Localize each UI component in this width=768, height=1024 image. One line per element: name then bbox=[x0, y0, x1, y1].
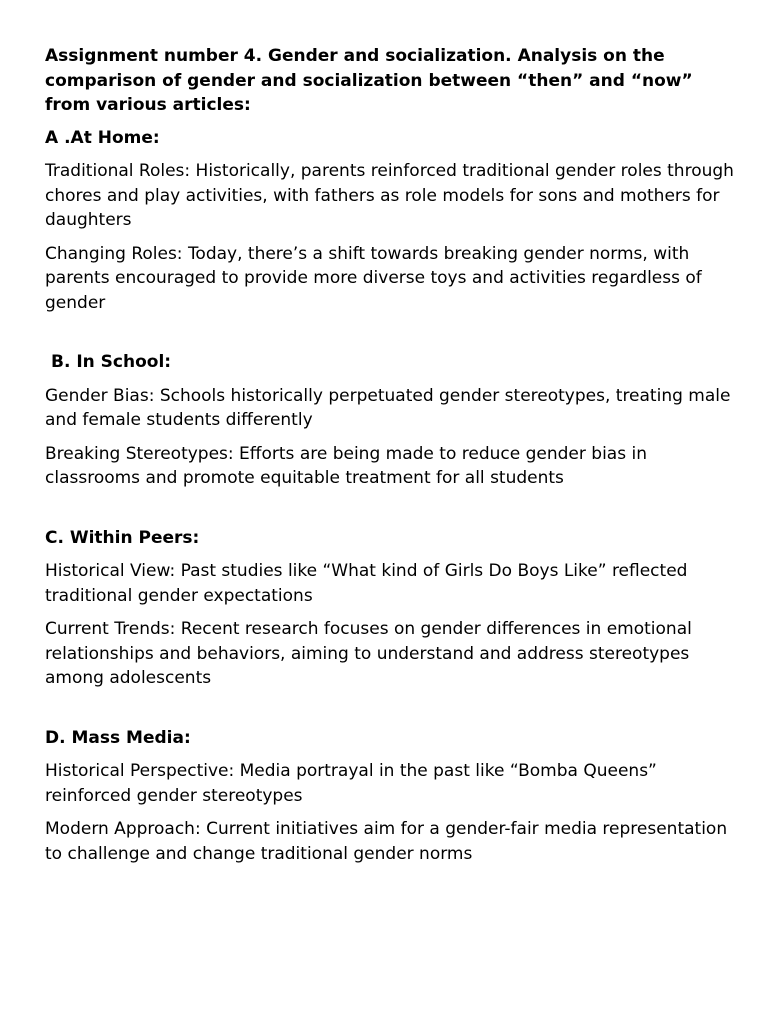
section-heading-in-school: B. In School: bbox=[51, 352, 172, 372]
paragraph-traditional-roles: Traditional Roles: Historically, parents reinforced traditional gender roles through chores and play activities, with fathers as role models for sons and mothers for daughters bbox=[45, 161, 734, 230]
section-heading-within-peers: C. Within Peers: bbox=[45, 527, 200, 548]
paragraph-gender-bias: Gender Bias: Schools historically perpetuated gender stereotypes, treating male and female students differently bbox=[45, 385, 731, 430]
section-heading-at-home: A .At Home: bbox=[45, 127, 160, 148]
section-within-peers bbox=[45, 526, 735, 691]
section-in-school bbox=[45, 350, 735, 491]
document-page bbox=[45, 44, 735, 901]
paragraph-historical-view: Historical View: Past studies like “What kind of Girls Do Boys Like” reflected traditional gender expectations bbox=[45, 561, 688, 606]
paragraph-historical-perspective: Historical Perspective: Media portrayal in the past like “Bomba Queens” reinforced gender stereotypes bbox=[45, 761, 657, 806]
paragraph-current-trends: Current Trends: Recent research focuses on gender differences in emotional relationships and behaviors, aiming to understand and address stereotypes among adolescents bbox=[45, 619, 692, 688]
document-title: Assignment number 4. Gender and socialization. Analysis on the comparison of gender and socialization between “then” and “now” from various articles: bbox=[45, 46, 693, 115]
paragraph-modern-approach: Modern Approach: Current initiatives aim for a gender-fair media representation to challenge and change traditional gender norms bbox=[45, 819, 728, 864]
section-at-home bbox=[45, 126, 735, 316]
paragraph-changing-roles: Changing Roles: Today, there’s a shift towards breaking gender norms, with parents encouraged to provide more diverse toys and activities regardless of gender bbox=[45, 243, 702, 313]
section-mass-media bbox=[45, 726, 735, 867]
paragraph-breaking-stereotypes: Breaking Stereotypes: Efforts are being made to reduce gender bias in classrooms and promote equitable treatment for all students bbox=[45, 443, 647, 488]
section-heading-mass-media: D. Mass Media: bbox=[45, 727, 191, 748]
